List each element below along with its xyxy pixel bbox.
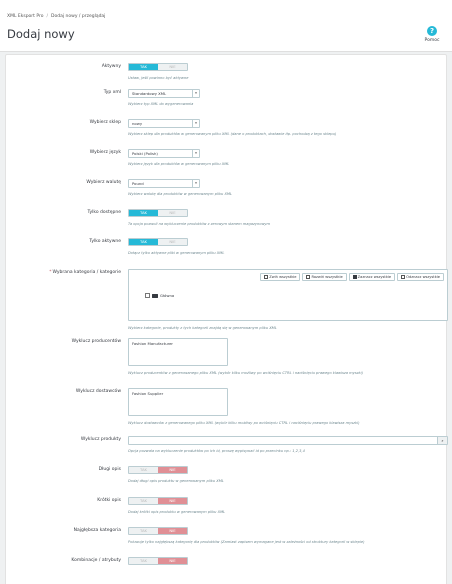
expand-all-button[interactable] [302,273,346,281]
search-icon: ⌕ [437,437,447,444]
breadcrumb-item-module[interactable]: XML Eksport Pro [7,14,44,19]
checkbox-checked-icon [353,275,357,279]
switch-no[interactable]: NIE [158,528,187,534]
category-label[interactable]: Główna [160,293,175,298]
label-tylko-dostepne: Tylko dostępne [87,210,121,215]
label-waluta: Wybierz walutę [86,180,121,185]
help-label: Pomoc [424,38,440,43]
help-producenci: Wyklucz producentów z generowanego pliku XML (wybór kilku możliwy po wciśnięciu CTRL i naciśnięciu prawego klawisza myszki) [128,371,363,375]
expand-icon [306,275,310,279]
switch-yes[interactable]: TAK [139,467,148,472]
select-sklep[interactable] [128,119,200,128]
expand-all-label: Rozwiń wszystkie [311,275,343,279]
help-najglebsza-kategoria: Pokazuje tylko najgłębszą kategorię dla produktów (Zamiast zapisem wymagane jest w zależności od struktury kategorii w sklepie) [128,540,365,544]
label-produkty: Wyklucz produkty [80,437,121,442]
folder-icon [152,294,158,298]
label-kombinacje: Kombinacje / atrybuty [71,558,121,563]
checkbox-empty-icon [401,275,405,279]
switch-tylko-dostepne[interactable] [128,209,188,217]
select-waluta-value: Pound [132,181,144,186]
suppliers-listbox[interactable] [128,388,228,416]
help-produkty: Opcja pozwala na wykluczenie produktów po ich id, proszę wypisywać id po przecinku np.: 1,2,3,4 [128,449,305,453]
uncheck-all-button[interactable] [397,273,444,281]
switch-no[interactable]: NIE [158,498,187,504]
help-sklep: Wybierz sklep dla produktów w generowanym pliku XML (dane o produktach, dostawie itp. pochodzą z tego sklepu) [128,132,337,136]
check-all-label: Zaznacz wszystkie [357,275,392,279]
manufacturers-listbox[interactable] [128,338,228,366]
page-header [0,0,452,52]
help-icon: ? [427,26,437,36]
form-panel [5,54,447,584]
switch-krotki-opis[interactable] [128,497,188,505]
help-dlugi-opis: Dodaj długi opis produktu w generowanym pliku XML [128,479,224,483]
select-sklep-value: nowy [132,121,143,126]
breadcrumb-item-current[interactable]: Dodaj nowy / przeglądaj [51,14,106,19]
check-all-button[interactable] [349,273,395,281]
label-typ-xml: Typ xml [103,90,121,95]
label-krotki-opis: Krótki opis [97,498,121,503]
label-najglebsza-kategoria: Najgłębsza kategoria [73,528,121,533]
chevron-down-icon: ▾ [192,180,199,187]
switch-najglebsza-kategoria[interactable] [128,527,188,535]
collapse-icon [264,275,268,279]
select-typ-xml[interactable] [128,89,200,98]
uncheck-all-label: Odznacz wszystkie [406,275,440,279]
switch-no[interactable]: NIE [169,239,176,244]
switch-yes[interactable]: TAK [139,528,148,533]
label-kategorie [49,269,121,277]
breadcrumb [7,14,105,19]
switch-yes[interactable]: TAK [129,210,158,216]
chevron-down-icon: ▾ [192,90,199,97]
label-sklep: Wybierz sklep [89,120,121,125]
switch-no[interactable]: NIE [158,558,187,564]
help-jezyk: Wybierz język dla produktów w generowanym pliku XML [128,162,230,166]
switch-yes[interactable]: TAK [139,498,148,503]
list-item[interactable]: Fashion Manufacturer [132,341,173,346]
select-jezyk-value: Polski (Polish) [132,151,158,156]
help-tylko-aktywne: Dołącz tylko aktywne pliki w generowanym pliku XML [128,251,225,255]
help-waluta: Wybierz walutę dla produktów w generowanym pliku XML [128,192,233,196]
list-item[interactable]: Fashion Supplier [132,391,164,396]
collapse-all-button[interactable] [260,273,300,281]
page-title: Dodaj nowy [7,27,75,41]
chevron-down-icon: ▾ [192,150,199,157]
label-producenci: Wyklucz producentów [71,339,121,344]
help-krotki-opis: Dodaj krótki opis produktu w generowanym pliku XML [128,510,226,514]
help-button[interactable] [417,26,447,43]
category-checkbox[interactable] [145,293,150,298]
chevron-down-icon: ▾ [192,120,199,127]
collapse-all-label: Zwiń wszystkie [269,275,297,279]
category-tree-toolbar [260,273,444,281]
exclude-products-input[interactable] [128,436,448,445]
help-typ-xml: Wybierz typ XML do wygenerowania [128,102,194,106]
help-aktywny: Ustaw, jeśli powinno być aktywne [128,76,189,80]
category-tree [128,269,448,321]
label-kategorie-text: Wybrana kategoria / kategorie [52,270,121,275]
help-dostawcy: Wyklucz dostawców z generowanego pliku XML (wybór kilku możliwy po wciśnięciu CTRL i naciśnięciu prawego klawisza myszki) [128,421,360,425]
switch-no[interactable]: NIE [158,467,187,473]
switch-yes[interactable]: TAK [129,64,158,70]
switch-yes[interactable]: TAK [139,558,148,563]
label-dostawcy: Wyklucz dostawców [75,389,121,394]
label-dlugi-opis: Długi opis [98,467,121,472]
label-jezyk: Wybierz język [89,150,121,155]
switch-dlugi-opis[interactable] [128,466,188,474]
switch-no[interactable]: NIE [169,64,176,69]
required-marker: * [49,270,52,275]
select-waluta[interactable] [128,179,200,188]
breadcrumb-separator: / [46,14,49,19]
switch-kombinacje[interactable] [128,557,188,565]
switch-aktywny[interactable] [128,63,188,71]
select-typ-xml-value: Standardowy XML [132,91,167,96]
help-kategorie: Wybierz kategorie, produkty z tych kategorii znajdą się w generowanym pliku XML [128,326,277,330]
switch-yes[interactable]: TAK [129,239,158,245]
select-jezyk[interactable] [128,149,200,158]
switch-tylko-aktywne[interactable] [128,238,188,246]
label-aktywny: Aktywny [101,64,121,69]
help-tylko-dostepne: Ta opcja pozwoli na wykluczenie produktów z zerowym stanem magazynowym [128,222,271,226]
tree-item-root [145,293,174,298]
label-tylko-aktywne: Tylko aktywne [89,239,121,244]
switch-no[interactable]: NIE [169,210,176,215]
